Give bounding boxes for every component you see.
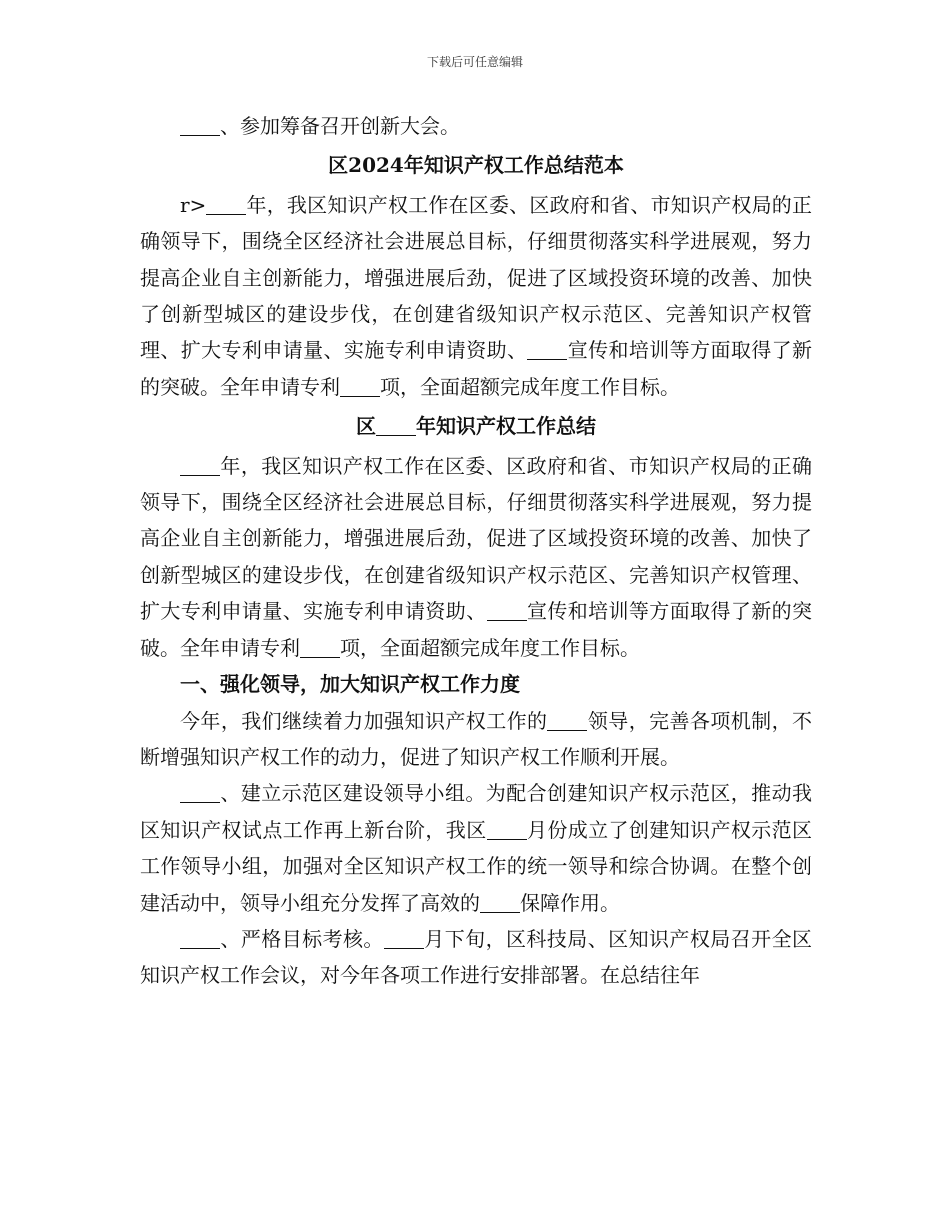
blank-underline — [300, 637, 340, 658]
blank-underline — [487, 819, 527, 840]
blank-underline — [527, 339, 567, 360]
blank-underline — [180, 455, 220, 476]
paragraph-leading-group — [140, 775, 812, 921]
section-title — [140, 408, 812, 444]
section-heading-leadership — [140, 666, 812, 702]
title-text: 年知识产权工作总结 — [416, 414, 596, 439]
page-header-note: 下载后可任意编辑 — [426, 55, 523, 69]
blank-underline — [480, 892, 520, 913]
paragraph-text: r> — [180, 192, 207, 217]
title-text: 区2024年知识产权工作总结范本 — [328, 153, 624, 178]
paragraph-text: 年，我区知识产权工作在区委、区政府和省、市知识产权局的正确领导下，围绕全区经济社会进展总目标，仔细贯彻落实科学进展观，努力提高企业自主创新能力，增强进展后劲，促进了区域投资环境的改善、加快了创新型城区的建设步伐，在创建省级知识产权示范区、完善知识产权管理、扩大专利申请量、实施专利申请资助、 — [140, 453, 812, 624]
paragraph-text: 、建立示范区建设领导小组。为配合创建知识产权示范区，推动我区知识产权试点工作再上新台阶，我区 — [140, 781, 812, 842]
paragraph-intro — [140, 187, 812, 405]
paragraph-text: 项，全面超额完成年度工作目标。 — [340, 635, 640, 660]
paragraph-text: 宣传和培训等方面取得了新的突破。全年申请专利 — [140, 338, 813, 399]
blank-underline — [180, 115, 220, 136]
paragraph-text: 月份成立了创建知识产权示范区工作领导小组，加强对全区知识产权工作的统一领导和综合协调。在整个创建活动中，领导小组充分发挥了高效的 — [140, 817, 813, 915]
blank-underline — [376, 415, 416, 436]
document-title — [140, 147, 812, 183]
blank-underline — [180, 928, 220, 949]
paragraph-text: 年，我区知识产权工作在区委、区政府和省、市知识产权局的正确领导下，围绕全区经济社会进展总目标，仔细贯彻落实科学进展观，努力提高企业自主创新能力，增强进展后劲，促进了区域投资环境的改善、加快了创新型城区的建设步伐，在创建省级知识产权示范区、完善知识产权管理、扩大专利申请量、实施专利申请资助、 — [140, 192, 812, 363]
blank-underline — [206, 194, 246, 215]
blank-underline — [340, 376, 380, 397]
paragraph-prep-conference — [140, 108, 812, 144]
paragraph-text: 保障作用。 — [520, 890, 620, 915]
paragraph-text: 、参加筹备召开创新大会。 — [220, 114, 460, 138]
paragraph-text: 项，全面超额完成年度工作目标。 — [380, 374, 680, 399]
paragraph-text: 宣传和培训等方面取得了新的突破。全年申请专利 — [140, 599, 813, 660]
blank-underline — [180, 782, 220, 803]
document-body — [140, 108, 812, 994]
blank-underline — [487, 600, 527, 621]
paragraph-assessment — [140, 921, 812, 994]
heading-text: 一、强化领导，加大知识产权工作力度 — [180, 672, 520, 697]
paragraph-text: 月下旬，区科技局、区知识产权局召开全区知识产权工作会议，对今年各项工作进行安排部署。在总结往年 — [140, 926, 813, 988]
paragraph-text: 今年，我们继续着力加强知识产权工作的 — [180, 708, 548, 733]
blank-underline — [547, 710, 587, 731]
paragraph-summary — [140, 448, 812, 666]
paragraph-leadership — [140, 703, 812, 776]
title-text: 区 — [356, 414, 376, 439]
paragraph-text: 、严格目标考核。 — [220, 926, 384, 951]
blank-underline — [384, 928, 424, 949]
paragraph-text: 领导，完善各项机制，不断增强知识产权工作的动力，促进了知识产权工作顺利开展。 — [140, 708, 813, 769]
